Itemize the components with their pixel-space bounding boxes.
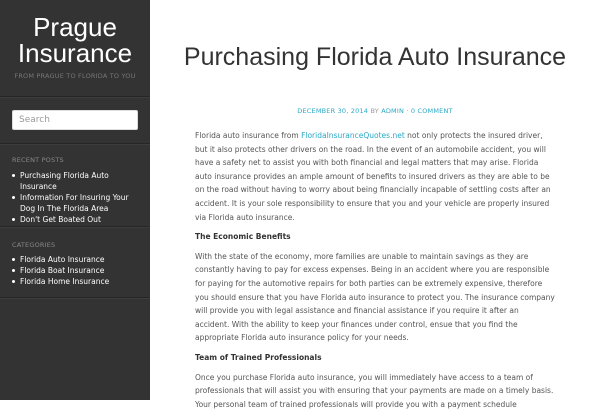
post-date-link[interactable]: DECEMBER 30, 2014 <box>297 107 369 115</box>
sidebar-divider <box>0 143 150 145</box>
site-title[interactable] <box>0 14 150 66</box>
list-item <box>10 254 144 265</box>
sidebar-divider <box>0 297 150 299</box>
sidebar-divider <box>0 226 150 228</box>
site-title-line1[interactable]: Prague <box>33 12 117 42</box>
list-item <box>10 214 144 225</box>
post-author-link[interactable]: ADMIN <box>381 107 405 115</box>
insurance-quotes-link[interactable]: FloridaInsuranceQuotes.net <box>301 131 405 140</box>
section-heading-trained-professionals: Team of Trained Professionals <box>195 352 322 362</box>
category-link[interactable]: Florida Auto Insurance <box>20 255 105 264</box>
main-content <box>150 0 600 409</box>
list-item <box>10 265 144 276</box>
category-link[interactable]: Florida Boat Insurance <box>20 266 105 275</box>
sidebar-divider <box>0 96 150 98</box>
post-by-text: BY <box>370 107 379 115</box>
list-item <box>10 192 144 214</box>
post-comments-link[interactable]: 0 COMMENT <box>410 107 453 115</box>
meta-separator: · <box>406 107 409 115</box>
paragraph-text: not only protects the insured driver, but it also protects other drivers on the road. In the event of an automobile accident, you will have a safety net to assist you with both financial and legal matters that may arise. Florida auto insurance provides an ample amount of benefits to insured drivers as they are able to be on the road without having to worry about being financially incapable of settling costs after an accident. It is your sole responsibility to ensure that you and your vehicle are properly insured via Florida auto insurance. <box>195 131 551 222</box>
site-tagline: FROM PRAGUE TO FLORIDA TO YOU <box>14 72 136 80</box>
post-meta <box>150 107 600 115</box>
sidebar <box>0 0 150 400</box>
post-paragraph: Once you purchase Florida auto insurance, you will immediately have access to a team of professionals that will assist you with ensuring that your payments are made on a timely basis. Your personal team of trained professionals will provide you with a payment schedule <box>195 372 554 409</box>
category-link[interactable]: Florida Home Insurance <box>20 277 110 286</box>
post-title[interactable]: Purchasing Florida Auto Insurance <box>183 43 567 71</box>
post-paragraph: With the state of the economy, more families are unable to maintain savings as they are constantly having to pay for excess expenses. Being in an accident where you are responsible for paying for the automotive repairs for both parties can be extremely expensive, therefore you should ensure that you have Florida auto insurance to protect you. The insurance company will provide you with legal assistance and financial assistance if you require it after an accident. With the ability to keep your finances under control, ensue that you find the appropriate Florida auto insurance policy for your needs. <box>195 251 555 343</box>
search-input[interactable] <box>12 110 138 130</box>
list-item <box>10 276 144 287</box>
categories-list <box>10 254 144 287</box>
categories-heading: CATEGORIES <box>12 241 56 249</box>
post-content <box>195 129 555 417</box>
section-heading-economic-benefits: The Economic Benefits <box>195 232 291 242</box>
paragraph-text: Florida auto insurance from <box>195 131 302 140</box>
recent-post-link[interactable]: Don't Get Boated Out <box>20 215 101 224</box>
recent-posts-heading: RECENT POSTS <box>12 156 64 164</box>
recent-post-link[interactable]: Purchasing Florida Auto Insurance <box>20 171 109 191</box>
recent-post-link[interactable]: Information For Insuring Your Dog In The Florida Area <box>20 193 129 213</box>
post-paragraph <box>195 129 555 224</box>
list-item <box>10 170 144 192</box>
site-title-line2[interactable]: Insurance <box>17 38 133 68</box>
recent-posts-list <box>10 170 144 225</box>
